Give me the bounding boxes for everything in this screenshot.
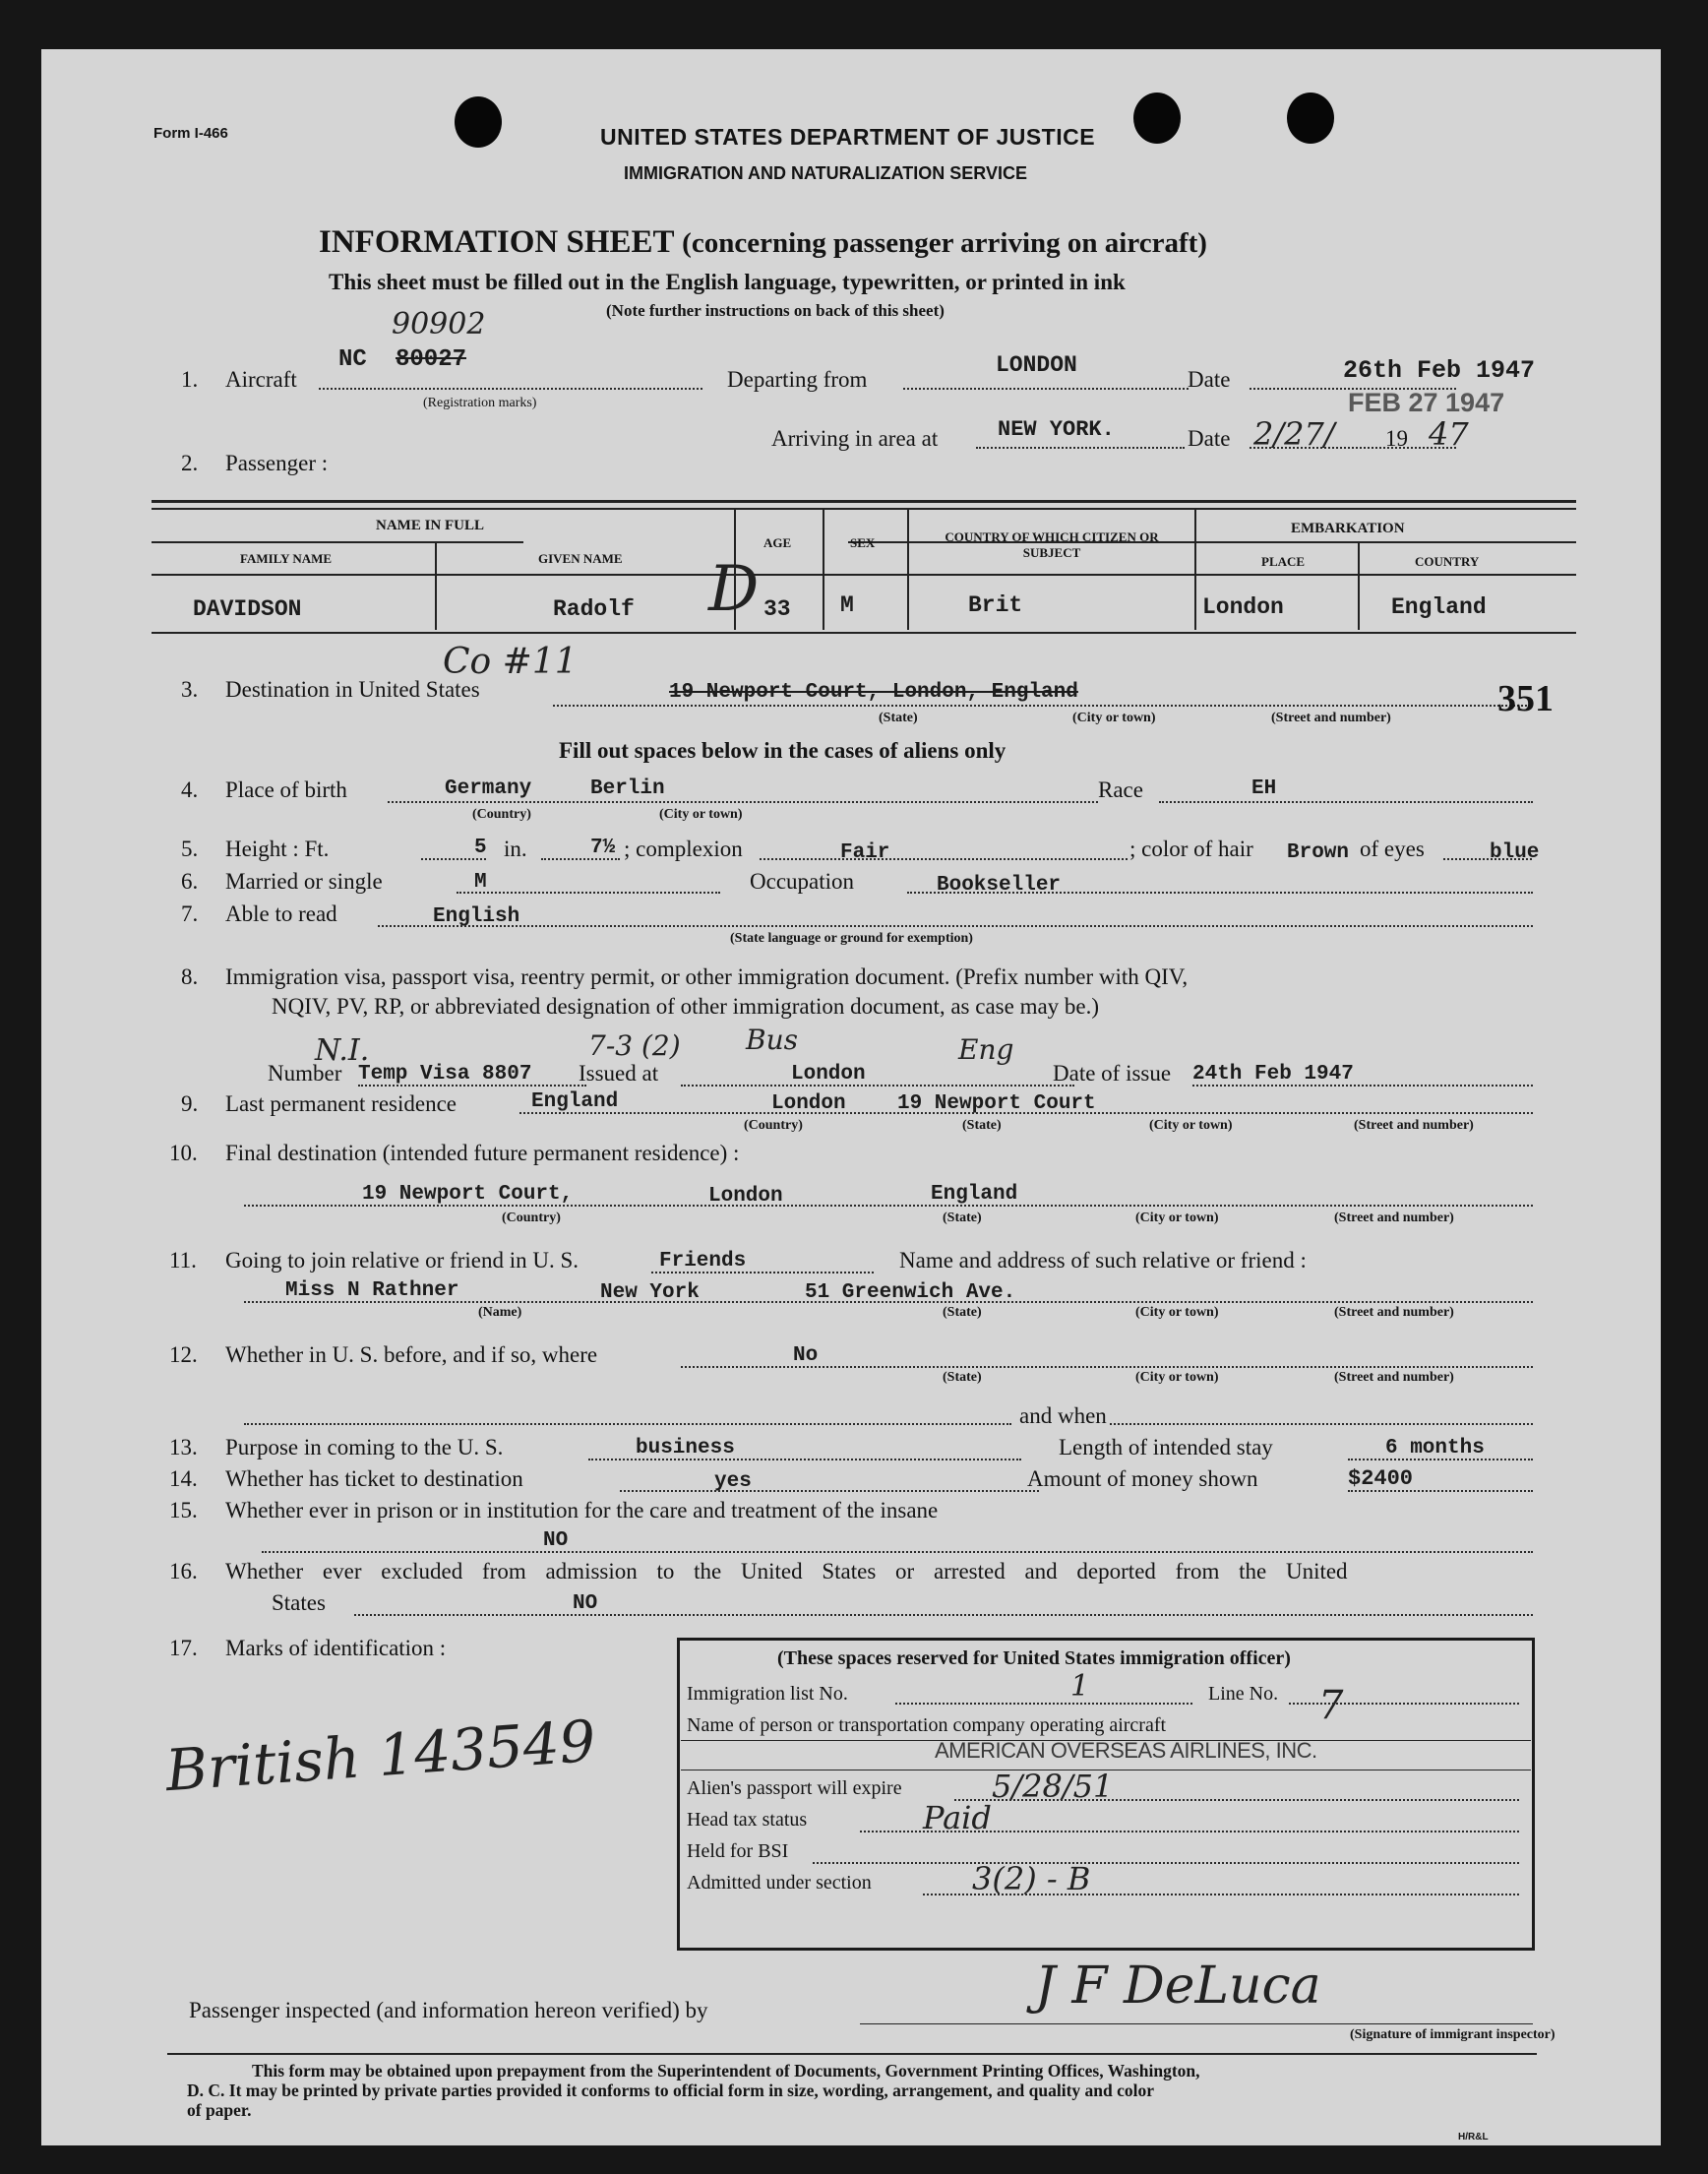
title-main: INFORMATION SHEET [319, 224, 674, 260]
sec1-num: 1. [181, 367, 199, 392]
line-no: 7 [1318, 1683, 1344, 1728]
sec17-num: 17. [169, 1636, 198, 1660]
dest-cap-city: (City or town) [1072, 711, 1156, 725]
excluded-label: Whether ever excluded from admission to the United States or arrested and deported from the United [225, 1559, 1348, 1584]
ft-line [421, 858, 486, 860]
dest-cap-street: (Street and number) [1271, 711, 1391, 725]
sec5-num: 5. [181, 837, 199, 861]
complexion-value: Fair [840, 841, 890, 864]
birth-city: Berlin [590, 777, 665, 800]
aircraft-struck: 80027 [396, 346, 467, 373]
res-cap-city: (City or town) [1149, 1118, 1233, 1133]
final-dest-v3: England [931, 1183, 1018, 1206]
dest-label: Destination in United States [225, 677, 480, 702]
purpose-value: business [636, 1437, 735, 1460]
res-cap-country: (Country) [744, 1118, 803, 1133]
admitted-line [923, 1894, 1519, 1895]
td-given: Radolf [553, 596, 635, 622]
bsi-line [813, 1862, 1519, 1864]
issue-date-line [1192, 1085, 1533, 1087]
sec13-num: 13. [169, 1435, 198, 1460]
stay-label: Length of intended stay [1059, 1435, 1273, 1460]
friend-line [244, 1301, 1533, 1303]
excluded-line [354, 1614, 1533, 1616]
before-cap-street: (Street and number) [1334, 1370, 1454, 1385]
residence-line [519, 1112, 1533, 1114]
before-cap-state: (State) [943, 1370, 982, 1385]
punch-hole [455, 96, 502, 148]
married-line [457, 892, 720, 894]
final-dest-label: Final destination (intended future permanent residence) : [225, 1141, 740, 1165]
in-label: in. [504, 837, 527, 861]
occupation-line [907, 892, 1533, 894]
sec3-num: 3. [181, 677, 199, 702]
tax-label: Head tax status [687, 1809, 808, 1831]
marks-handwritten: British 143549 [163, 1707, 598, 1805]
read-value: English [433, 905, 520, 928]
table-col-divider [1358, 541, 1360, 630]
date-label: Date [1188, 367, 1231, 392]
td-age: 33 [763, 596, 791, 622]
th-given-name: GIVEN NAME [538, 551, 623, 566]
residence-country: England [531, 1090, 619, 1113]
sec14-num: 14. [169, 1466, 198, 1491]
res-cap-state: (State) [962, 1118, 1002, 1133]
visa-hw1: N.I. [315, 1033, 370, 1068]
sec8-num: 8. [181, 964, 199, 989]
passenger-label: Passenger : [225, 451, 329, 475]
birth-cap-country: (Country) [472, 807, 531, 822]
td-place: London [1202, 594, 1284, 620]
sec2-num: 2. [181, 451, 199, 475]
final-dest-line [244, 1205, 1533, 1207]
occupation-label: Occupation [750, 869, 855, 894]
year-prefix: 19 [1385, 426, 1408, 451]
visa-text2: NQIV, PV, RP, or abbreviated designation of other immigration document, as case may be.) [272, 994, 1100, 1019]
footer-line3: of paper. [187, 2100, 252, 2120]
birth-label: Place of birth [225, 777, 347, 802]
title-paren: (concerning passenger arriving on aircraft) [682, 227, 1207, 259]
date-departing: 26th Feb 1947 [1343, 356, 1536, 385]
date-stamp: FEB 27 1947 [1348, 388, 1505, 417]
dest-line [553, 705, 1527, 707]
marks-label: Marks of identification : [225, 1636, 447, 1660]
money-label: Amount of money shown [1027, 1466, 1258, 1491]
in-line [541, 858, 620, 860]
issue-date: 24th Feb 1947 [1192, 1063, 1354, 1086]
hair-value: Brown [1287, 841, 1350, 864]
aircraft-label: Aircraft [225, 367, 297, 392]
money-line [1348, 1490, 1533, 1492]
fd-cap-street: (Street and number) [1334, 1211, 1454, 1225]
departing-line [903, 388, 1189, 390]
friend-name: Miss N Rathner [285, 1279, 459, 1302]
passport-label: Alien's passport will expire [687, 1777, 902, 1799]
visa-number: Temp Visa 8807 [358, 1063, 532, 1086]
td-citizen: Brit [968, 592, 1023, 618]
company-value: AMERICAN OVERSEAS AIRLINES, INC. [935, 1738, 1317, 1763]
td-sex: M [840, 592, 854, 618]
fd-cap-country: (Country) [502, 1211, 561, 1225]
issue-date-label: Date of issue [1053, 1061, 1172, 1086]
list-label: Immigration list No. [687, 1683, 848, 1705]
before-line [681, 1366, 1533, 1368]
read-caption: (State language or ground for exemption) [730, 931, 973, 946]
footer-rule [167, 2053, 1537, 2055]
sec10-num: 10. [169, 1141, 198, 1165]
ticket-value: yes [714, 1470, 752, 1493]
excluded-label2: States [272, 1590, 326, 1615]
admitted-label: Admitted under section [687, 1872, 872, 1894]
bsi-label: Held for BSI [687, 1840, 789, 1862]
sec16-num: 16. [169, 1559, 198, 1584]
res-cap-street: (Street and number) [1354, 1118, 1474, 1133]
punch-hole [1133, 93, 1181, 144]
excluded-value: NO [573, 1592, 598, 1615]
service-title: IMMIGRATION AND NATURALIZATION SERVICE [624, 163, 1027, 183]
admitted-value: 3(2) - B [972, 1860, 1091, 1897]
friend-city: New York [600, 1281, 700, 1304]
read-label: Able to read [225, 901, 337, 926]
table-col-divider [907, 508, 909, 630]
list-line [895, 1703, 1192, 1705]
th-place: PLACE [1261, 554, 1306, 569]
sec4-num: 4. [181, 777, 199, 802]
inspected-label: Passenger inspected (and information hereon verified) by [189, 1998, 708, 2022]
form-sheet [41, 49, 1661, 2145]
signature-caption: (Signature of immigrant inspector) [1350, 2027, 1556, 2042]
visa-number-label: Number [268, 1061, 342, 1086]
note-line: (Note further instructions on back of this sheet) [606, 301, 945, 320]
list-no: 1 [1070, 1669, 1090, 1704]
th-name-in-full: NAME IN FULL [376, 518, 485, 533]
th-age: AGE [763, 535, 792, 550]
ticket-label: Whether has ticket to destination [225, 1466, 523, 1491]
td-country: England [1391, 594, 1487, 620]
table-bottom-rule [152, 632, 1576, 634]
birth-country: Germany [445, 777, 532, 800]
reg-caption: (Registration marks) [423, 396, 537, 410]
th-country2: COUNTRY [1415, 554, 1480, 569]
married-label: Married or single [225, 869, 383, 894]
year-written: 47 [1429, 415, 1469, 453]
aircraft-written: 90902 [392, 307, 486, 342]
table-top-rule [152, 500, 1576, 503]
sec7-num: 7. [181, 901, 199, 926]
complexion-line [760, 858, 1128, 860]
issued-line [681, 1085, 1074, 1087]
purpose-label: Purpose in coming to the U. S. [225, 1435, 504, 1460]
eyes-label: of eyes [1360, 837, 1425, 861]
birth-cap-city: (City or town) [659, 807, 743, 822]
dest-cap-state: (State) [879, 711, 918, 725]
line-no-line [1289, 1703, 1519, 1705]
sec15-num: 15. [169, 1498, 198, 1522]
height-ft: 5 [474, 837, 487, 859]
td-family: DAVIDSON [193, 596, 302, 622]
before-cap-city: (City or town) [1135, 1370, 1219, 1385]
dest-handwritten: Co #11 [443, 642, 578, 682]
date2-label: Date [1188, 426, 1231, 451]
purpose-line [588, 1459, 1021, 1460]
friend-cap-name: (Name) [478, 1305, 522, 1320]
height-in: 7½ [590, 837, 616, 859]
before-label: Whether in U. S. before, and if so, where [225, 1342, 598, 1367]
aliens-heading: Fill out spaces below in the cases of aliens only [559, 738, 1006, 763]
residence-city: London [771, 1092, 846, 1115]
sec11-num: 11. [169, 1248, 197, 1273]
visa-hw3: Bus [746, 1024, 798, 1056]
company-label: Name of person or transportation company operating aircraft [687, 1714, 1167, 1736]
friend-cap-street: (Street and number) [1334, 1305, 1454, 1320]
passport-line [954, 1799, 1519, 1801]
line-label: Line No. [1208, 1683, 1279, 1705]
final-dest-v2: London [708, 1185, 783, 1208]
dest-value: 19 Newport Court, London, England [669, 681, 1078, 704]
tax-value: Paid [923, 1799, 992, 1836]
and-when-label: and when [1019, 1403, 1107, 1428]
aircraft-prefix: NC [338, 346, 367, 373]
footer-line1: This form may be obtained upon prepayment from the Superintendent of Documents, Government Printing Offices, Washington, [252, 2061, 1200, 2081]
friend-cap-state: (State) [943, 1305, 982, 1320]
fd-cap-city: (City or town) [1135, 1211, 1219, 1225]
dest-big-number: 351 [1497, 678, 1554, 719]
th-country: COUNTRY OF WHICH CITIZEN OR SUBJECT [945, 529, 1159, 560]
eyes-value: blue [1490, 841, 1540, 864]
issued-label: Issued at [579, 1061, 659, 1086]
money-value: $2400 [1348, 1466, 1414, 1491]
th-sex: SEX [850, 535, 876, 550]
departing-value: LONDON [996, 352, 1077, 378]
visa-hw2: 7-3 (2) [588, 1029, 681, 1062]
join-label: Going to join relative or friend in U. S. [225, 1248, 579, 1273]
friend-street: 51 Greenwich Ave. [805, 1281, 1016, 1304]
table-col-divider [435, 541, 437, 630]
sec6-num: 6. [181, 869, 199, 894]
arriving-value: NEW YORK. [998, 417, 1115, 442]
sec12-num: 12. [169, 1342, 198, 1367]
married-value: M [474, 871, 487, 894]
signature-line [860, 2023, 1533, 2024]
prison-label: Whether ever in prison or in institution for the care and treatment of the insane [225, 1498, 939, 1522]
date-arriving: 2/27/ [1253, 415, 1335, 453]
join-label2: Name and address of such relative or friend : [899, 1248, 1307, 1273]
occupation-value: Bookseller [937, 874, 1062, 897]
race-value: EH [1251, 777, 1277, 800]
circle-mark: D [708, 553, 760, 626]
fd-cap-state: (State) [943, 1211, 982, 1225]
table-col-divider [823, 508, 824, 630]
residence-label: Last permanent residence [225, 1091, 457, 1116]
table-rule [152, 541, 523, 543]
race-label: Race [1098, 777, 1143, 802]
passport-value: 5/28/51 [992, 1768, 1114, 1805]
agency-title: UNITED STATES DEPARTMENT OF JUSTICE [600, 124, 1096, 150]
departing-label: Departing from [727, 367, 868, 392]
birth-line [388, 801, 1098, 803]
tax-line [860, 1831, 1519, 1832]
prison-line [262, 1551, 1533, 1553]
join-value: Friends [659, 1250, 747, 1273]
sec9-num: 9. [181, 1091, 199, 1116]
final-dest-v1: 19 Newport Court, [362, 1183, 574, 1206]
before-line2 [244, 1423, 1011, 1425]
stay-value: 6 months [1385, 1437, 1485, 1460]
before-value: No [793, 1344, 819, 1367]
height-label: Height : Ft. [225, 837, 330, 861]
stay-line [1348, 1459, 1533, 1460]
arriving-line [976, 447, 1185, 449]
eyes-line [1443, 858, 1532, 860]
visa-number-line [358, 1085, 586, 1087]
punch-hole [1287, 93, 1334, 144]
table-col-divider [1194, 508, 1196, 630]
hair-label: ; color of hair [1129, 837, 1253, 861]
join-line [651, 1272, 874, 1273]
ticket-line [620, 1490, 1039, 1492]
visa-text1: Immigration visa, passport visa, reentry permit, or other immigration document. (Prefix number with QIV, [225, 964, 1189, 989]
residence-street: 19 Newport Court [897, 1092, 1096, 1115]
table-rule [152, 508, 1576, 510]
inspector-signature: J F DeLuca [1035, 1957, 1321, 2016]
table-rule [152, 574, 1576, 576]
arriving-label: Arriving in area at [771, 426, 939, 451]
and-when-line [1110, 1423, 1533, 1425]
complexion-label: ; complexion [624, 837, 743, 861]
date2-line [1250, 447, 1456, 449]
instruction-line: This sheet must be filled out in the English language, typewritten, or printed in ink [329, 270, 1126, 294]
issued-value: London [791, 1063, 866, 1086]
race-line [1159, 801, 1533, 803]
th-embarkation: EMBARKATION [1291, 521, 1405, 536]
th-family-name: FAMILY NAME [240, 551, 333, 566]
form-id: Form I-466 [153, 125, 228, 142]
form-title [319, 224, 1207, 261]
aircraft-line [319, 388, 702, 390]
friend-cap-city: (City or town) [1135, 1305, 1219, 1320]
prison-value: NO [543, 1529, 569, 1552]
footer-line2: D. C. It may be printed by private parties provided it conforms to official form in size, wording, arrangement, and quality and color [187, 2081, 1155, 2100]
read-line [378, 925, 1533, 927]
officer-box-title: (These spaces reserved for United States immigration officer) [777, 1647, 1291, 1669]
visa-hw4: Eng [958, 1033, 1014, 1066]
footer-code: H/R&L [1458, 2132, 1489, 2143]
